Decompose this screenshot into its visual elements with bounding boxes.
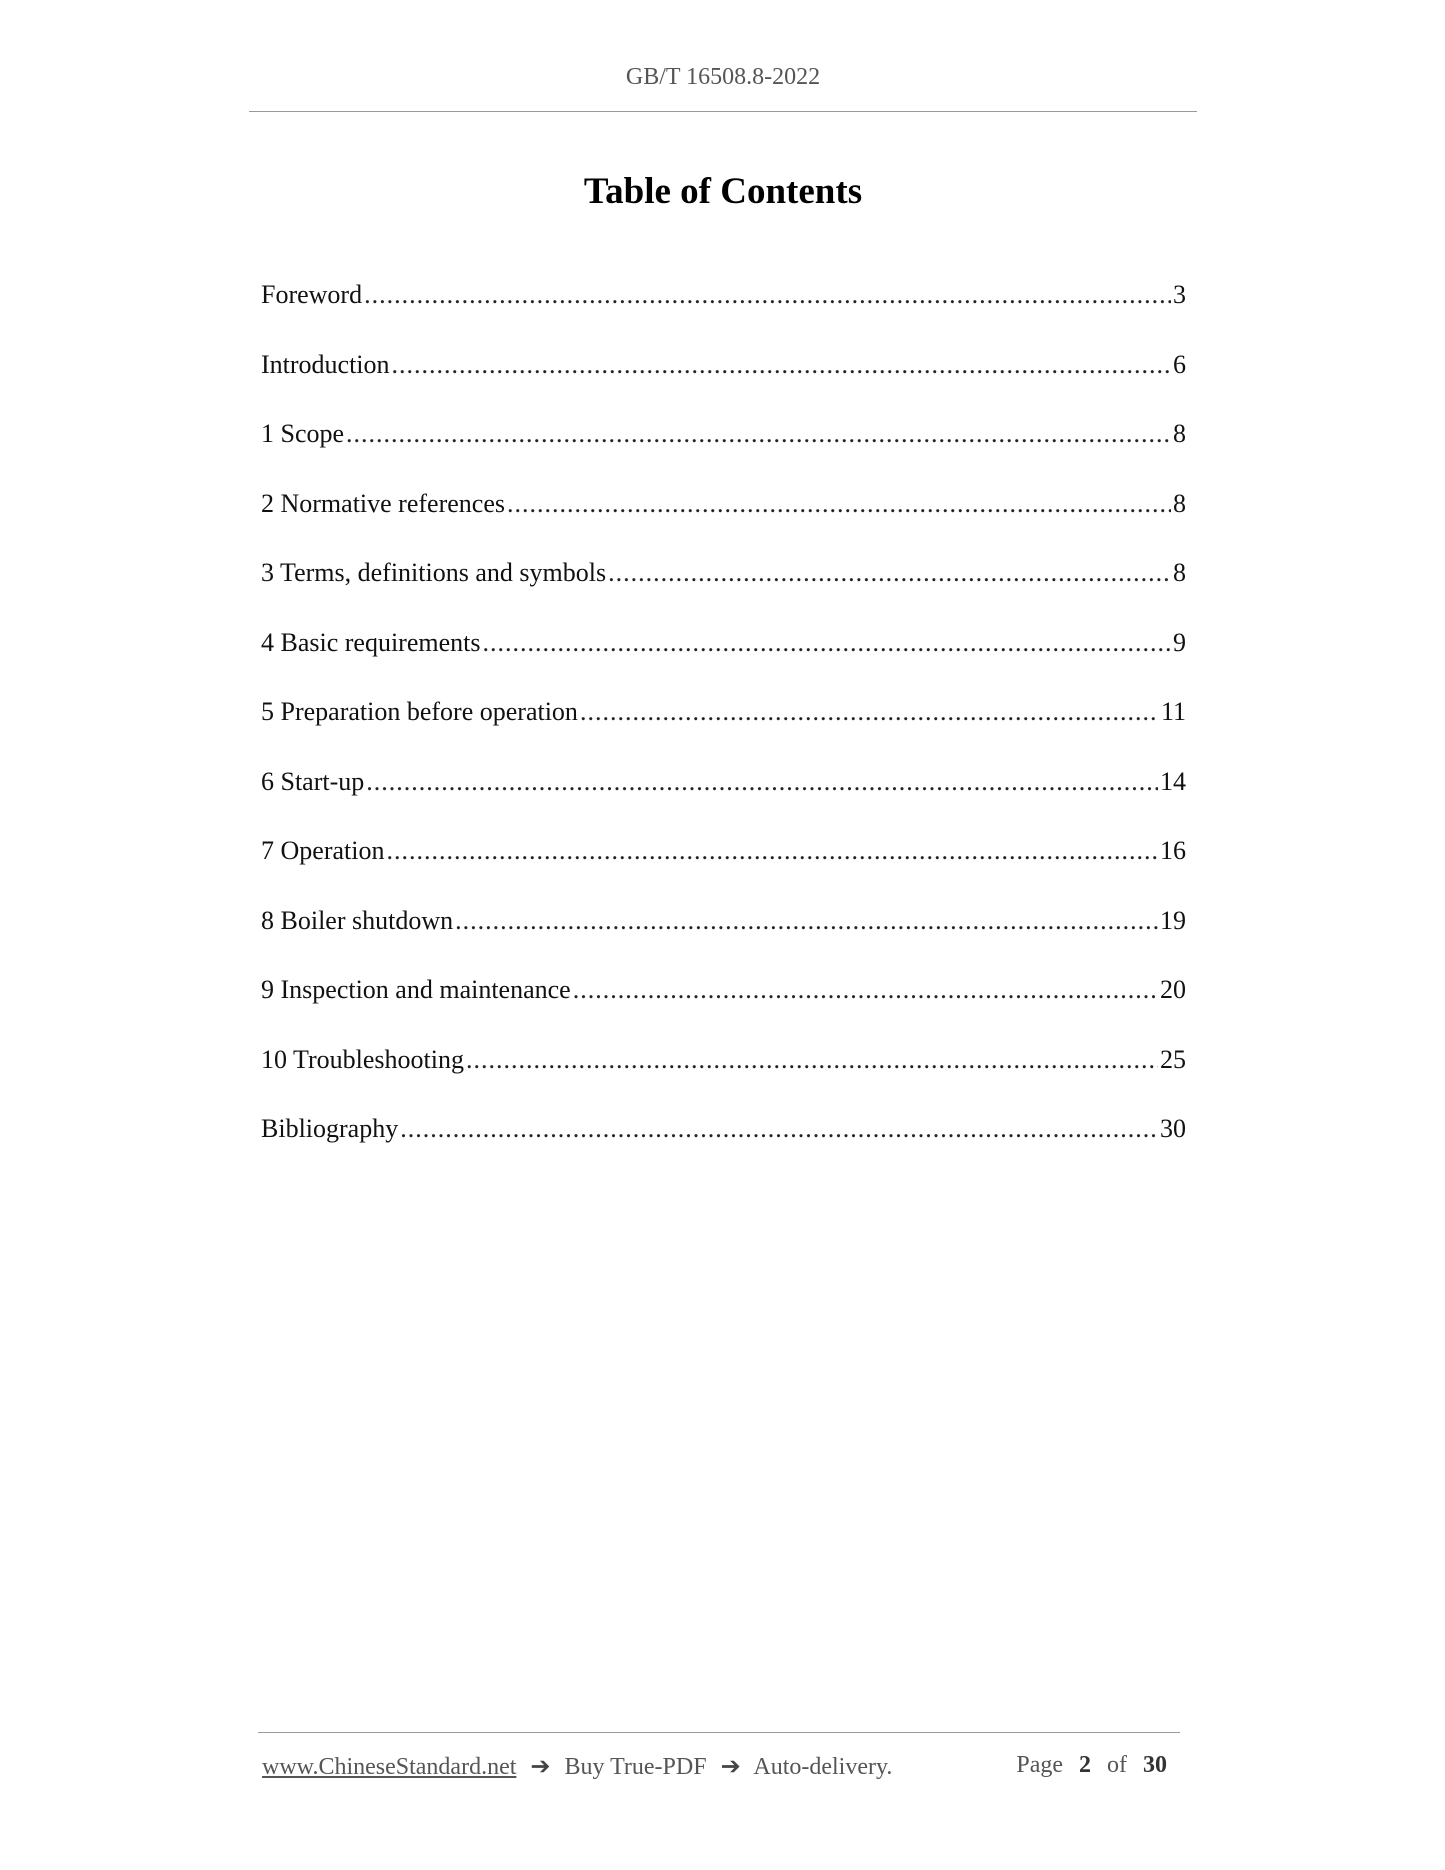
toc-entry-page: 8 — [1173, 558, 1186, 587]
footer-promo — [262, 1752, 892, 1781]
toc-entry-page: 14 — [1160, 766, 1186, 796]
toc-entry-label: 10 Troubleshooting — [261, 1044, 464, 1074]
auto-delivery-text: Auto-delivery. — [753, 1754, 893, 1780]
toc-entry-page: 6 — [1173, 349, 1186, 379]
total-pages-number: 30 — [1143, 1752, 1167, 1778]
toc-entry-introduction[interactable] — [261, 350, 1186, 420]
toc-entry-bibliography[interactable] — [261, 1114, 1186, 1184]
toc-entry-label: Introduction — [261, 349, 390, 379]
buy-true-pdf-text: Buy True-PDF — [564, 1754, 707, 1780]
toc-title: Table of Contents — [583, 171, 863, 212]
website-link[interactable]: www.ChineseStandard.net — [262, 1754, 517, 1780]
arrow-right-icon: ➔ — [720, 1754, 741, 1780]
page-footer — [262, 1752, 1177, 1786]
document-header-id: GB/T 16508.8-2022 — [625, 64, 821, 90]
toc-entry-label: 6 Start-up — [261, 766, 365, 796]
toc-entry-basic-requirements[interactable] — [261, 628, 1186, 698]
toc-entry-troubleshooting[interactable] — [261, 1045, 1186, 1115]
toc-dot-leader — [483, 628, 1172, 658]
toc-dot-leader — [580, 697, 1159, 727]
toc-dot-leader — [608, 558, 1171, 588]
of-word: of — [1107, 1752, 1127, 1778]
toc-entry-operation[interactable] — [261, 836, 1186, 906]
toc-entry-page: 16 — [1160, 836, 1186, 865]
toc-dot-leader — [573, 975, 1158, 1005]
toc-entry-page: 19 — [1160, 905, 1186, 935]
toc-entry-label: Bibliography — [261, 1114, 399, 1143]
toc-entry-label: 1 Scope — [261, 419, 345, 448]
toc-entry-label: 2 Normative references — [261, 488, 505, 518]
toc-entry-preparation-before-operation[interactable] — [261, 697, 1186, 767]
toc-dot-leader — [366, 767, 1158, 797]
toc-entry-page: 8 — [1173, 488, 1186, 518]
toc-entry-page: 20 — [1160, 975, 1186, 1004]
toc-entry-page: 8 — [1173, 419, 1186, 448]
toc-entry-label: Foreword — [261, 280, 363, 309]
toc-entry-inspection-maintenance[interactable] — [261, 975, 1186, 1045]
toc-entry-start-up[interactable] — [261, 767, 1186, 837]
toc-entry-page: 11 — [1160, 697, 1186, 726]
toc-dot-leader — [400, 1114, 1158, 1144]
toc-entry-terms-definitions-symbols[interactable] — [261, 558, 1186, 628]
toc-dot-leader — [386, 836, 1158, 866]
toc-entry-page: 9 — [1173, 627, 1186, 657]
toc-dot-leader — [507, 489, 1171, 519]
arrow-right-icon: ➔ — [530, 1754, 551, 1780]
toc-entry-label: 8 Boiler shutdown — [261, 905, 454, 935]
toc-entry-page: 25 — [1160, 1044, 1186, 1074]
toc-entry-boiler-shutdown[interactable] — [261, 906, 1186, 976]
page-counter — [1016, 1752, 1177, 1779]
toc-dot-leader — [364, 280, 1171, 310]
toc-entry-label: 9 Inspection and maintenance — [261, 975, 571, 1004]
toc-dot-leader — [346, 419, 1171, 449]
toc-entry-page: 3 — [1173, 280, 1186, 309]
toc-entry-label: 7 Operation — [261, 836, 385, 865]
toc-entry-label: 4 Basic requirements — [261, 627, 481, 657]
toc-entry-label: 5 Preparation before operation — [261, 697, 578, 726]
toc-dot-leader — [466, 1045, 1158, 1075]
toc-list — [261, 280, 1186, 1184]
current-page-number: 2 — [1079, 1752, 1091, 1778]
page-word: Page — [1016, 1752, 1063, 1778]
header-divider — [249, 111, 1197, 112]
toc-dot-leader — [392, 350, 1171, 380]
toc-dot-leader — [455, 906, 1158, 936]
toc-entry-normative-references[interactable] — [261, 489, 1186, 559]
toc-entry-foreword[interactable] — [261, 280, 1186, 350]
toc-entry-label: 3 Terms, definitions and symbols — [261, 558, 607, 587]
footer-divider — [258, 1732, 1180, 1733]
toc-entry-scope[interactable] — [261, 419, 1186, 489]
toc-entry-page: 30 — [1160, 1114, 1186, 1143]
